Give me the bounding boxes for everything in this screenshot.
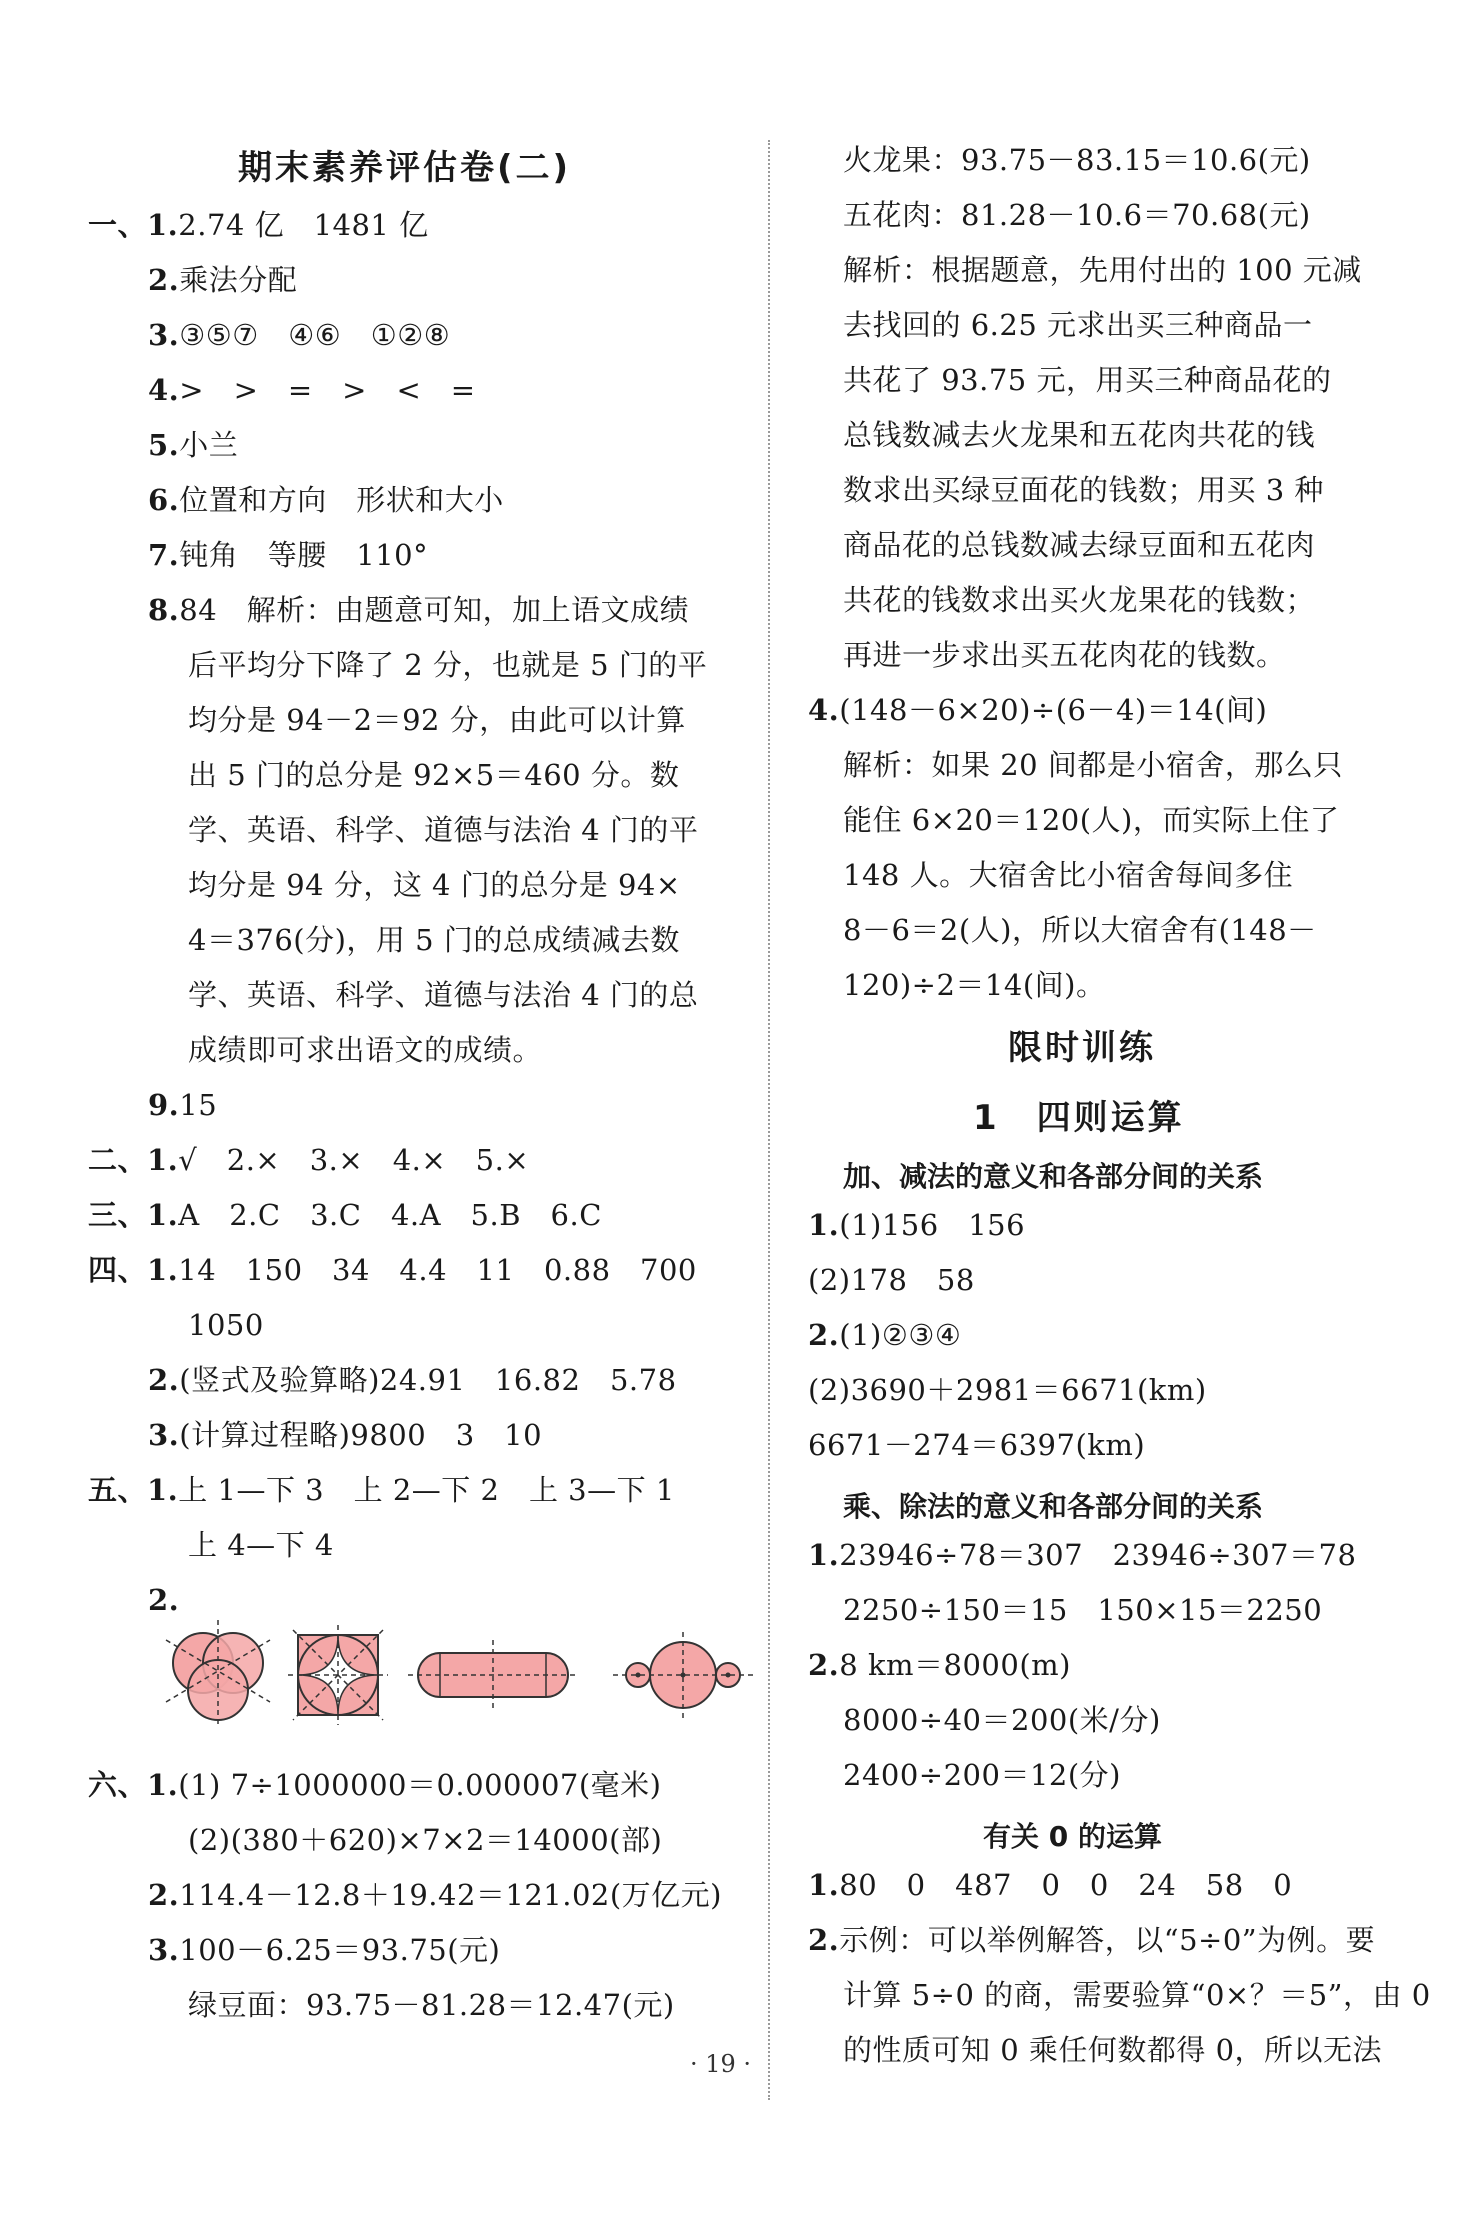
answer-line [843, 1975, 1431, 2015]
question-number: 6. [148, 483, 180, 517]
question-number: 2. [148, 1363, 180, 1397]
answer-text: 成绩即可求出语文的成绩。 [188, 1033, 543, 1067]
answer-text: 解析：如果 20 间都是小宿舍，那么只 [843, 748, 1343, 782]
answer-line [88, 1140, 529, 1180]
answer-line [808, 1535, 1356, 1575]
answer-line [188, 810, 698, 850]
answer-text: 均分是 94－2＝92 分，由此可以计算 [188, 703, 686, 737]
question-number: 3. [148, 1933, 180, 1967]
answer-line [843, 800, 1339, 840]
answer-line [188, 1305, 264, 1345]
answer-line [843, 910, 1317, 950]
answer-text: 共花的钱数求出买火龙果花的钱数； [843, 583, 1316, 617]
answer-line [88, 1195, 602, 1235]
question-number: 1. [808, 1208, 840, 1242]
answer-line [188, 1820, 662, 1860]
answer-line [843, 305, 1313, 345]
answer-text: 再进一步求出买五花肉花的钱数。 [843, 638, 1286, 672]
answer-text: (1)②③④ [839, 1318, 962, 1352]
answer-text: 学、英语、科学、道德与法治 4 门的总 [188, 978, 699, 1012]
answer-text: 上 4—下 4 [188, 1528, 334, 1562]
answer-line [843, 580, 1315, 620]
question-number: 9. [148, 1088, 180, 1122]
column-divider [768, 140, 770, 2100]
answer-text: 120)÷2＝14(间)。 [843, 968, 1106, 1002]
answer-text: 15 [179, 1088, 218, 1122]
question-number: 4. [808, 693, 840, 727]
answer-text: 2400÷200＝12(分) [843, 1758, 1121, 1792]
exam-title: 期末素养评估卷(二) [238, 148, 572, 188]
subsection-title-add-subtract: 加、减法的意义和各部分间的关系 [843, 1160, 1264, 1193]
answer-line [188, 645, 707, 685]
square-circle-figure [288, 1625, 388, 1725]
question-number: 1. [808, 1538, 840, 1572]
answer-line [188, 865, 681, 905]
answer-text: 100－6.25＝93.75(元) [179, 1933, 501, 1967]
answer-line [148, 535, 428, 575]
answer-line [808, 1865, 1292, 1905]
circles-row-figure [613, 1632, 753, 1718]
answer-text: (竖式及验算略)24.91 16.82 5.78 [179, 1363, 677, 1397]
answer-line [148, 425, 238, 465]
answer-text: 位置和方向 形状和大小 [179, 483, 504, 517]
answer-text: (2)3690＋2981＝6671(km) [808, 1373, 1207, 1407]
answer-text: 数求出买绿豆面花的钱数；用买 3 种 [843, 473, 1324, 507]
question-number: 二、1. [88, 1143, 179, 1177]
answer-line [843, 745, 1343, 785]
answer-line [148, 1415, 542, 1455]
answer-line [148, 260, 297, 300]
answer-line [843, 855, 1293, 895]
question-number: 5. [148, 428, 180, 462]
answer-text: 钝角 等腰 110° [179, 538, 429, 572]
answer-text: 8 km＝8000(m) [839, 1648, 1071, 1682]
answer-line [808, 1425, 1145, 1465]
answer-line [148, 1085, 217, 1125]
answer-line [843, 140, 1311, 180]
question-number: 四、1. [88, 1253, 179, 1287]
answer-text: 148 人。大宿舍比小宿舍每间多住 [843, 858, 1294, 892]
question-number: 1. [808, 1868, 840, 1902]
answer-line [808, 690, 1267, 730]
answer-line [148, 1580, 179, 1620]
answer-line [843, 1700, 1161, 1740]
answer-line [148, 1875, 722, 1915]
answer-text: 计算 5÷0 的商，需要验算“0×？＝5”，由 0 [843, 1978, 1431, 2012]
answer-line [843, 470, 1324, 510]
answer-line [188, 920, 680, 960]
answer-text: ③⑤⑦ ④⑥ ①②⑧ [179, 318, 451, 352]
answer-line [808, 1920, 1375, 1960]
answer-line [843, 1755, 1121, 1795]
answer-line [808, 1370, 1207, 1410]
answer-line [148, 1930, 500, 1970]
answer-text: 14 150 34 4.4 11 0.88 700 [178, 1253, 697, 1287]
answer-text: 2.74 亿 1481 亿 [178, 208, 429, 242]
answer-text: (计算过程略)9800 3 10 [179, 1418, 543, 1452]
answer-text: 解析：根据题意，先用付出的 100 元减 [843, 253, 1362, 287]
answer-text: 84 解析：由题意可知，加上语文成绩 [179, 593, 690, 627]
answer-text: 总钱数减去火龙果和五花肉共花的钱 [843, 418, 1316, 452]
question-number: 8. [148, 593, 180, 627]
answer-text: 能住 6×20＝120(人)，而实际上住了 [843, 803, 1340, 837]
answer-text: 上 1—下 3 上 2—下 2 上 3—下 1 [178, 1473, 675, 1507]
answer-text: 23946÷78＝307 23946÷307＝78 [839, 1538, 1357, 1572]
answer-text: 火龙果：93.75－83.15＝10.6(元) [843, 143, 1311, 177]
answer-line [188, 975, 698, 1015]
page-number: · 19 · [690, 2050, 752, 2078]
answer-line [148, 480, 504, 520]
answer-text: > > = > < = [179, 373, 476, 407]
answer-text: 6671－274＝6397(km) [808, 1428, 1146, 1462]
answer-line [843, 965, 1105, 1005]
answer-line [843, 250, 1362, 290]
answer-line [843, 415, 1315, 455]
unit-title: 1 四则运算 [973, 1098, 1185, 1138]
answer-text: A 2.C 3.C 4.A 5.B 6.C [178, 1198, 602, 1232]
answer-line [148, 370, 476, 410]
answer-text: 2250÷150＝15 150×15＝2250 [843, 1593, 1323, 1627]
answer-text: (2)178 58 [808, 1263, 975, 1297]
answer-line [808, 1205, 1025, 1245]
section-title: 限时训练 [1008, 1028, 1156, 1068]
question-number: 三、1. [88, 1198, 179, 1232]
answer-text: 乘法分配 [179, 263, 298, 297]
subsection-title-multiply-divide: 乘、除法的意义和各部分间的关系 [843, 1490, 1264, 1523]
answer-text: 绿豆面：93.75－81.28＝12.47(元) [188, 1988, 675, 2022]
symmetry-figures [148, 1620, 788, 1730]
answer-text: 商品花的总钱数减去绿豆面和五花肉 [843, 528, 1316, 562]
answer-line [843, 2030, 1382, 2070]
question-number: 2. [148, 1878, 180, 1912]
answer-line [188, 700, 686, 740]
answer-line [88, 205, 429, 245]
answer-line [843, 195, 1311, 235]
answer-line [148, 315, 450, 355]
question-number: 2. [148, 263, 180, 297]
answer-line [808, 1645, 1071, 1685]
answer-text: 8000÷40＝200(米/分) [843, 1703, 1161, 1737]
answer-line [88, 1470, 675, 1510]
three-circles-figure [166, 1620, 270, 1728]
question-number: 一、1. [88, 208, 179, 242]
answer-text: (1)156 156 [839, 1208, 1026, 1242]
question-number: 3. [148, 318, 180, 352]
answer-text: 共花了 93.75 元，用买三种商品花的 [843, 363, 1332, 397]
answer-text: (1) 7÷1000000＝0.000007(毫米) [178, 1768, 662, 1802]
answer-text: (148－6×20)÷(6－4)＝14(间) [839, 693, 1268, 727]
answer-text: 示例：可以举例解答，以“5÷0”为例。要 [839, 1923, 1376, 1957]
subsection-title-zero: 有关 0 的运算 [983, 1820, 1162, 1853]
answer-line [808, 1315, 961, 1355]
question-number: 7. [148, 538, 180, 572]
answer-text: 去找回的 6.25 元求出买三种商品一 [843, 308, 1313, 342]
answer-text: 五花肉：81.28－10.6＝70.68(元) [843, 198, 1311, 232]
answer-text: 8－6＝2(人)，所以大宿舍有(148－ [843, 913, 1317, 947]
question-number: 2. [808, 1318, 840, 1352]
answer-text: 1050 [188, 1308, 264, 1342]
answer-line [808, 1260, 975, 1300]
answer-text: 114.4－12.8＋19.42＝121.02(万亿元) [179, 1878, 722, 1912]
answer-text: 的性质可知 0 乘任何数都得 0，所以无法 [843, 2033, 1383, 2067]
answer-line [88, 1250, 697, 1290]
answer-line [188, 1030, 542, 1070]
answer-text: 80 0 487 0 0 24 58 0 [839, 1868, 1293, 1902]
question-number: 2. [808, 1923, 840, 1957]
answer-text: 后平均分下降了 2 分，也就是 5 门的平 [188, 648, 708, 682]
answer-line [88, 1765, 661, 1805]
answer-line [843, 360, 1331, 400]
answer-text: √ 2.× 3.× 4.× 5.× [178, 1143, 530, 1177]
answer-line [148, 1360, 677, 1400]
answer-text: 出 5 门的总分是 92×5＝460 分。数 [188, 758, 680, 792]
question-number: 3. [148, 1418, 180, 1452]
answer-text: 小兰 [179, 428, 239, 462]
question-number: 2. [148, 1583, 180, 1617]
answer-text: 学、英语、科学、道德与法治 4 门的平 [188, 813, 699, 847]
answer-line [843, 525, 1315, 565]
answer-line [148, 590, 689, 630]
question-number: 4. [148, 373, 180, 407]
question-number: 五、1. [88, 1473, 179, 1507]
answer-line [188, 1985, 675, 2025]
answer-line [188, 1525, 334, 1565]
answer-line [843, 1590, 1322, 1630]
answer-text: 4＝376(分)，用 5 门的总成绩减去数 [188, 923, 680, 957]
answer-line [843, 635, 1286, 675]
question-number: 2. [808, 1648, 840, 1682]
answer-text: (2)(380＋620)×7×2＝14000(部) [188, 1823, 663, 1857]
answer-text: 均分是 94 分，这 4 门的总分是 94× [188, 868, 681, 902]
question-number: 六、1. [88, 1768, 179, 1802]
capsule-figure [408, 1640, 578, 1710]
answer-line [188, 755, 679, 795]
